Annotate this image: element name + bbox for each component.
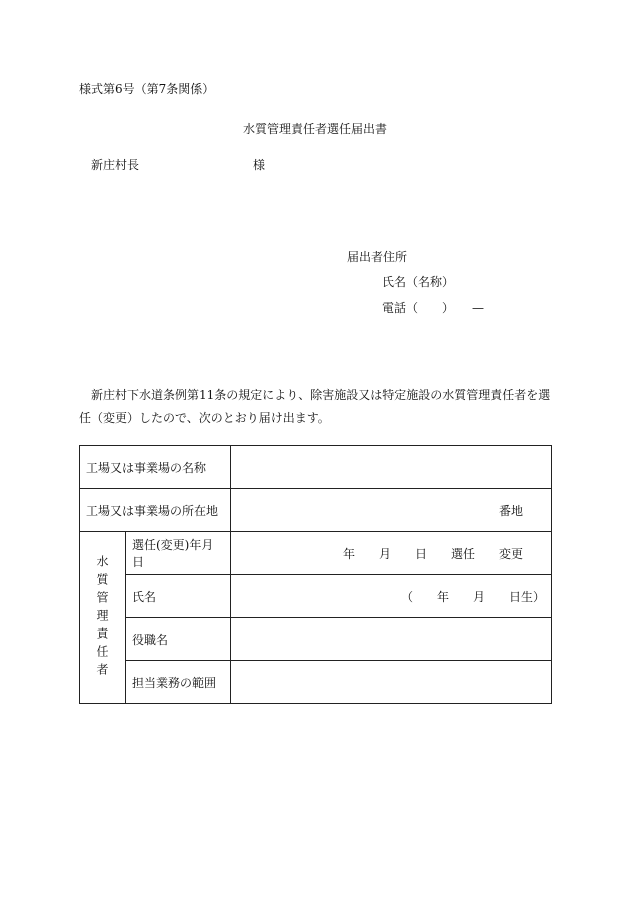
- appointment-date-value: 年 月 日 選任 変更: [342, 546, 523, 561]
- applicant-phone-label: 電話（ ） —: [382, 301, 485, 315]
- appointment-date-label: 選任(変更)年月日: [126, 532, 231, 575]
- manager-name-label: 氏名: [126, 575, 231, 618]
- position-label: 役職名: [126, 618, 231, 661]
- facility-location-label: 工場又は事業場の所在地: [80, 489, 231, 532]
- birth-date-value: （ 年 月 日生）: [400, 589, 545, 604]
- duties-label: 担当業務の範囲: [126, 661, 231, 704]
- table-row: [80, 618, 552, 661]
- honorific: 様: [253, 158, 266, 172]
- duties-field[interactable]: [231, 661, 552, 704]
- document-title: 水質管理責任者選任届出書: [242, 122, 387, 136]
- table-row: [80, 661, 552, 704]
- body-text: 新庄村下水道条例第11条の規定により、除害施設又は特定施設の水質管理責任者を選任（変更）したので、次のとおり届け出ます。: [79, 388, 551, 425]
- applicant-address-label: 届出者住所: [347, 250, 408, 264]
- notification-table: [79, 445, 552, 704]
- manager-group-label: 水質管理責任者: [80, 532, 126, 704]
- facility-name-label: 工場又は事業場の名称: [80, 446, 231, 489]
- location-suffix: 番地: [498, 503, 523, 518]
- addressee: 新庄村長: [91, 158, 140, 172]
- table-row: [80, 489, 552, 532]
- form-number: 様式第6号（第7条関係）: [79, 82, 215, 96]
- table-row: [80, 575, 552, 618]
- table-row: [80, 446, 552, 489]
- facility-location-field[interactable]: [231, 489, 552, 532]
- position-field[interactable]: [231, 618, 552, 661]
- facility-name-field[interactable]: [231, 446, 552, 489]
- table-row: [80, 532, 552, 575]
- appointment-date-field[interactable]: [231, 532, 552, 575]
- manager-name-field[interactable]: [231, 575, 552, 618]
- applicant-name-label: 氏名（名称）: [382, 275, 455, 289]
